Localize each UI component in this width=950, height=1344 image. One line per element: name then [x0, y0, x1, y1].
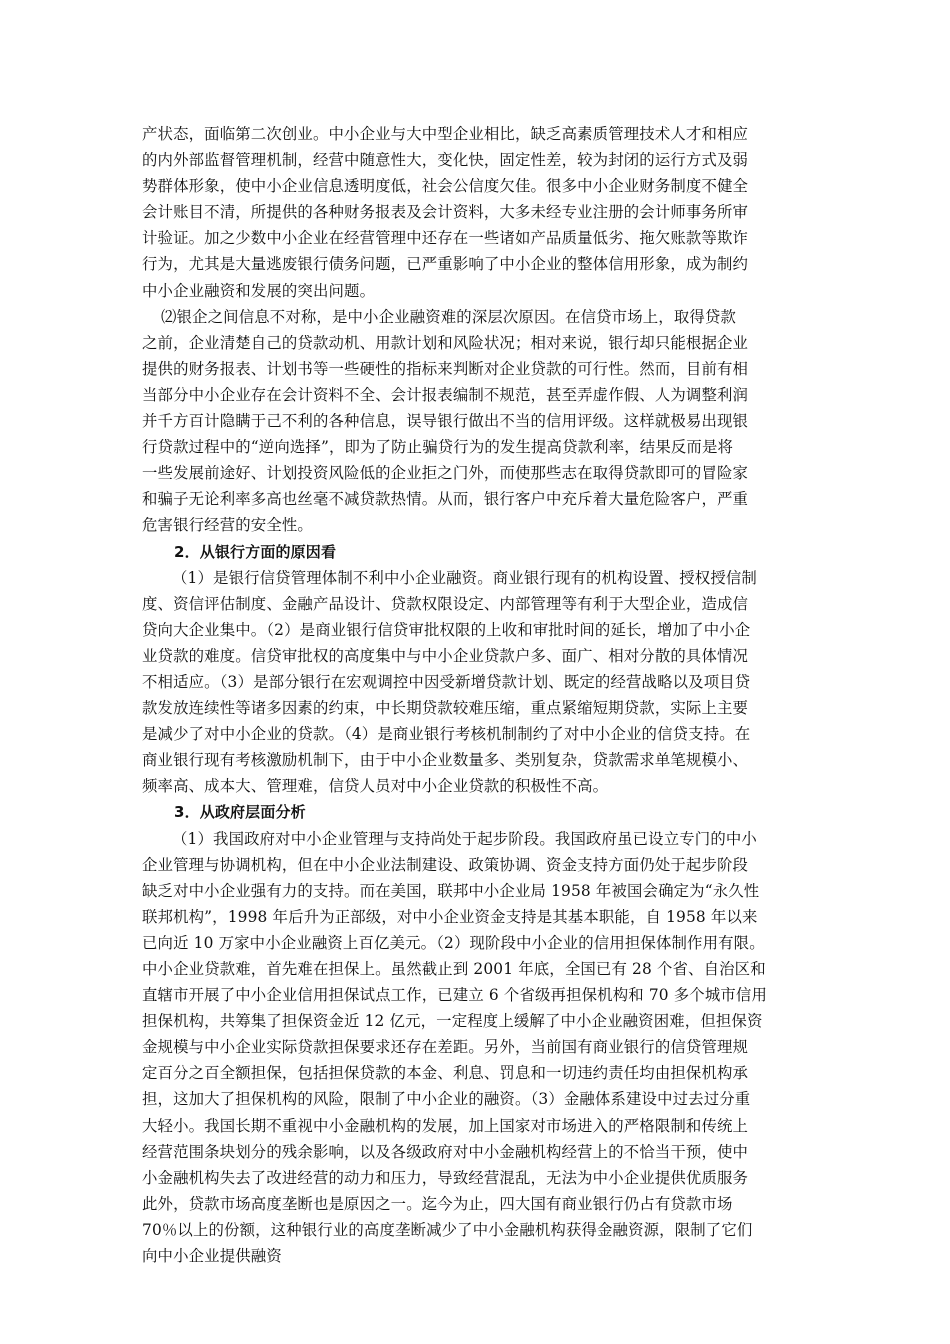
text-line: 金规模与中小企业实际贷款担保要求还存在差距。另外，当前国有商业银行的信贷管理规	[142, 1038, 749, 1057]
text-line: 产状态，面临第二次创业。中小企业与大中型企业相比，缺乏高素质管理技术人才和相应	[142, 125, 749, 143]
text-line: ⑵银企之间信息不对称，是中小企业融资难的深层次原因。在信贷市场上，取得贷款	[161, 307, 737, 326]
paragraph-3	[142, 565, 822, 800]
text-line: 危害银行经营的安全性。	[142, 516, 313, 535]
text-line: 缺乏对中小企业强有力的支持。而在美国，联邦中小企业局 1958 年被国会确定为“永久性	[142, 881, 760, 900]
text-line: （1）是银行信贷管理体制不利中小企业融资。商业银行现有的机构设置、授权授信制	[172, 568, 757, 587]
text-line: 计验证。加之少数中小企业在经营管理中还存在一些诸如产品质量低劣、拖欠账款等欺诈	[142, 229, 749, 248]
text-line: 担，这加大了担保机构的风险，限制了中小企业的融资。（3）金融体系建设中过去过分重	[142, 1090, 751, 1109]
text-line: 度、资信评估制度、金融产品设计、贷款权限设定、内部管理等有利于大型企业，造成信	[142, 594, 749, 613]
text-line: 款发放连续性等诸多因素的约束，中长期贷款较难压缩，重点紧缩短期贷款，实际上主要	[142, 699, 749, 718]
text-line: 小金融机构失去了改进经营的动力和压力，导致经营混乱，无法为中小企业提供优质服务	[142, 1168, 749, 1187]
text-line: 行为，尤其是大量逃废银行债务问题，已严重影响了中小企业的整体信用形象，成为制约	[142, 255, 749, 274]
section-heading-bank: 2．从银行方面的原因看	[174, 542, 337, 561]
paragraph-4	[142, 826, 822, 1270]
text-line: 经营范围条块划分的残余影响，以及各级政府对中小金融机构经营上的不恰当干预，使中	[142, 1142, 749, 1161]
text-line: 直辖市开展了中小企业信用担保试点工作，已建立 6 个省级再担保机构和 70 多个城市信用	[142, 986, 767, 1005]
text-line: 一些发展前途好、计划投资风险低的企业拒之门外，而使那些志在取得贷款即可的冒险家	[142, 464, 749, 483]
paragraph-1	[142, 121, 822, 304]
text-line: 会计账目不清，所提供的各种财务报表及会计资料，大多未经专业注册的会计师事务所审	[142, 203, 749, 222]
text-line: 频率高、成本大、管理难，信贷人员对中小企业贷款的积极性不高。	[142, 777, 609, 796]
text-line: 和骗子无论利率多高也丝毫不减贷款热情。从而，银行客户中充斥着大量危险客户，严重	[142, 490, 749, 509]
text-line: 担保机构，共筹集了担保资金近 12 亿元，一定程度上缓解了中小企业融资困难，但担保资	[142, 1012, 763, 1031]
text-line: 联邦机构”，1998 年后升为正部级，对中小企业资金支持是其基本职能，自 1958 年以来	[142, 907, 758, 926]
paragraph-2	[142, 304, 822, 539]
text-line: 此外，贷款市场高度垄断也是原因之一。迄今为止，四大国有商业银行仍占有贷款市场	[142, 1194, 733, 1213]
text-line: 商业银行现有考核激励机制下，由于中小企业数量多、类别复杂，贷款需求单笔规模小、	[142, 751, 749, 770]
section-heading-government: 3．从政府层面分析	[174, 803, 306, 822]
text-line: 不相适应。（3）是部分银行在宏观调控中因受新增贷款计划、既定的经营战略以及项目贷	[142, 672, 751, 691]
text-line: 企业管理与协调机构，但在中小企业法制建设、政策协调、资金支持方面仍处于起步阶段	[142, 855, 749, 874]
text-line: 向中小企业提供融资	[142, 1247, 282, 1266]
text-line: 70％以上的份额，这种银行业的高度垄断减少了中小金融机构获得金融资源，限制了它们	[142, 1220, 753, 1239]
text-line: 并千方百计隐瞒于己不利的各种信息，误导银行做出不当的信用评级。这样就极易出现银	[142, 412, 749, 431]
text-line: 定百分之百全额担保，包括担保贷款的本金、利息、罚息和一切违约责任均由担保机构承	[142, 1064, 749, 1083]
text-line: 已向近 10 万家中小企业融资上百亿美元。（2）现阶段中小企业的信用担保体制作用有限。	[142, 933, 765, 952]
text-line: 大轻小。我国长期不重视中小金融机构的发展，加上国家对市场进入的严格限制和传统上	[142, 1116, 749, 1135]
text-line: 贷向大企业集中。（2）是商业银行信贷审批权限的上收和审批时间的延长，增加了中小企	[142, 620, 751, 639]
text-line: 中小企业融资和发展的突出问题。	[142, 281, 376, 300]
document-page	[142, 121, 822, 1269]
text-line: 提供的财务报表、计划书等一些硬性的指标来判断对企业贷款的可行性。然而，目前有相	[142, 359, 749, 378]
text-line: 之前，企业清楚自己的贷款动机、用款计划和风险状况；相对来说，银行却只能根据企业	[142, 333, 749, 352]
text-line: 势群体形象，使中小企业信息透明度低，社会公信度欠佳。很多中小企业财务制度不健全	[142, 177, 749, 196]
text-line: 是减少了对中小企业的贷款。（4）是商业银行考核机制制约了对中小企业的信贷支持。在	[142, 725, 751, 744]
text-line: 业贷款的难度。信贷审批权的高度集中与中小企业贷款户多、面广、相对分散的具体情况	[142, 646, 749, 665]
text-line: 行贷款过程中的“逆向选择”，即为了防止骗贷行为的发生提高贷款利率，结果反而是将	[142, 438, 734, 457]
text-line: 中小企业贷款难，首先难在担保上。虽然截止到 2001 年底，全国已有 28 个省、自治区和	[142, 960, 766, 978]
text-line: 的内外部监督管理机制，经营中随意性大，变化快，固定性差，较为封闭的运行方式及弱	[142, 151, 749, 170]
text-line: 当部分中小企业存在会计资料不全、会计报表编制不规范，甚至弄虚作假、人为调整利润	[142, 385, 749, 404]
text-line: （1）我国政府对中小企业管理与支持尚处于起步阶段。我国政府虽已设立专门的中小	[172, 829, 757, 848]
